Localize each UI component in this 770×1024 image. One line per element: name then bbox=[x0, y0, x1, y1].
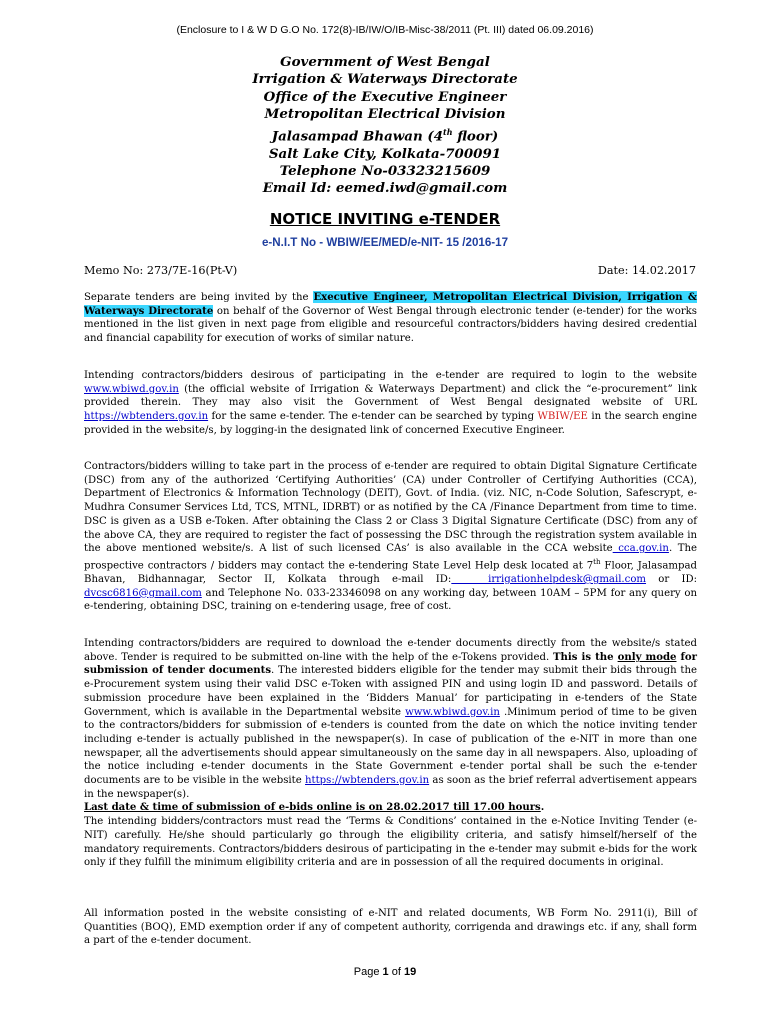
current-page-number: 1 bbox=[382, 966, 389, 978]
paragraph-invitation: Separate tenders are being invited by the Executive Engineer, Metropolitan Electrical Division, Irrigation & Waterways Directorate on behalf of the Governor of West Bengal through electronic tender (e-tender) for the works mentioned in the list given in next page from eligible and resourceful contractors/bidders having desired credential and financial capability for execution of works of similar nature. bbox=[84, 291, 697, 345]
nit-number: e-N.I.T No - WBIW/EE/MED/e-NIT- 15 /2016-17 bbox=[261, 236, 509, 249]
total-pages-number: 19 bbox=[403, 966, 417, 978]
paragraph-login: Intending contractors/bidders desirous of participating in the e-tender are required to login to the website www.wbiwd.gov.in (the official website of Irrigation & Waterways Department) and click the “e-procurement” link provided therein. They may also visit the Government of West Bengal designated website of URL https://wbtenders.gov.in for the same e-tender. The e-tender can be searched by typing WBIW/EE in the search engine provided in the website/s, by logging-in the designated link of concerned Executive Engineer. bbox=[84, 370, 697, 436]
header-line-division: Metropolitan Electrical Division bbox=[264, 106, 506, 123]
paragraph-submission: Intending contractors/bidders are required to download the e-tender documents directly from the website/s stated above. Tender is required to be submitted on-line with the help of the e-Tokens provided. This is the only mode for submission of tender documents. The interested bidders eligible for the tender may submit their bids through the e-Procurement system using their valid DSC e-Token with assigned PIN and using login ID and password. Details of submission procedure have been explained in the ‘Bidders Manual’ for participating in e-tenders of the State Government, which is available in the Departmental website www.wbiwd.gov.in .Minimum period of time to be given to the contractors/bidders for submission of e-tenders is counted from the date on which the notice inviting tender including e-tender is actually published in the newspaper(s). In case of publication of the e-NIT in more than one newspaper, all the advertisements should appear simultaneously on the same day in all newspapers. Also, uploading of the notice including e-tender documents in the State Government e-tender portal shall be such the e-tender documents are to be visible in the website https://wbtenders.gov.in as soon as the brief referral advertisement appears in the newspaper(s). Last date & time of submission of e-bids online is on 28.02.2017 till 17.00 hours. The intending bidders/contractors must read the ‘Terms & Conditions’ contained in the e-Notice Inviting Tender (e-NIT) carefully. He/she should particularly go through the eligibility criteria, and satisfy himself/herself of the mandatory requirements. Contractors/bidders desirous of participating in the e-tender may submit e-bids for the work only if they fulfill the minimum eligibility criteria and are in possession of all the required documents in original. bbox=[84, 638, 697, 869]
wbiwd-link-2[interactable]: www.wbiwd.gov.in bbox=[405, 706, 500, 718]
memo-number: Memo No: 273/7E-16(Pt-V) bbox=[84, 264, 238, 277]
highlighted-office: Executive Engineer, Metropolitan Electrical Division, Irrigation & Waterways Directorate bbox=[84, 291, 697, 317]
header-line-building: Jalasampad Bhawan (4th floor) bbox=[271, 126, 499, 145]
search-keyword: WBIW/EE bbox=[537, 411, 588, 423]
enclosure-reference: (Enclosure to I & W D G.O No. 172(8)-IB/IW/O/IB-Misc-38/2011 (Pt. III) dated 06.09.2016) bbox=[176, 24, 594, 36]
notice-title: NOTICE INVITING e-TENDER bbox=[269, 210, 501, 228]
wbtenders-link[interactable]: https://wbtenders.gov.in bbox=[84, 411, 209, 423]
last-date-notice: Last date & time of submission of e-bids online is on 28.02.2017 till 17.00 hours bbox=[84, 801, 541, 814]
page-footer: Page 1 of 19 bbox=[353, 966, 417, 978]
wbiwd-link[interactable]: www.wbiwd.gov.in bbox=[84, 383, 179, 395]
paragraph-documents: All information posted in the website consisting of e-NIT and related documents, WB Form No. 2911(i), Bill of Quantities (BOQ), EMD exemption order if any of competent authority, corrigenda and drawings etc. if any, shall form a part of the e-tender document. bbox=[84, 908, 697, 947]
wbtenders-link-2[interactable]: https://wbtenders.gov.in bbox=[305, 775, 430, 787]
header-line-directorate: Irrigation & Waterways Directorate bbox=[252, 71, 518, 88]
header-line-email: Email Id: eemed.iwd@gmail.com bbox=[262, 180, 508, 197]
cca-link[interactable]: cca.gov.in bbox=[612, 543, 669, 555]
header-line-city: Salt Lake City, Kolkata-700091 bbox=[268, 145, 502, 162]
memo-row bbox=[84, 264, 696, 277]
header-line-government: Government of West Bengal bbox=[280, 54, 490, 70]
memo-date: Date: 14.02.2017 bbox=[597, 264, 696, 277]
only-mode-text: only mode bbox=[617, 650, 677, 663]
header-line-office: Office of the Executive Engineer bbox=[263, 88, 507, 105]
header-line-telephone: Telephone No-03323215609 bbox=[279, 162, 491, 179]
office-header bbox=[0, 54, 770, 198]
helpdesk-email-link[interactable]: irrigationhelpdesk@gmail.com bbox=[451, 574, 647, 585]
paragraph-dsc: Contractors/bidders willing to take part in the process of e-tender are required to obtain Digital Signature Certificate (DSC) from any of the authorized ‘Certifying Authorities’ (CA) under Controller of Certifying Authorities (CCA), Department of Electronics & Information Technology (DEIT), Govt. of India. (viz. NIC, n-Code Solution, Safescrypt, e-Mudhra Consumer Services Ltd, TCS, MTNL, IDRBT) or as notified by the CA /Finance Department from time to time. DSC is given as a USB e-Token. After obtaining the Class 2 or Class 3 Digital Signature Certificate (DSC) from any of the above CA, they are required to register the fact of possessing the DSC through the registration system available in the above mentioned website/s. A list of such licensed CAs’ is also available in the CCA website cca.gov.in. The prospective contractors / bidders may contact the e-tendering State Level Help desk located at 7th Floor, Jalasampad Bhavan, Bidhannagar, Sector II, Kolkata through e-mail ID: irrigationhelpdesk@gmail.com or ID: dvcsc6816@gmail.com and Telephone No. 033-23346098 on any working day, between 10AM – 5PM for any query on e-tendering, obtaining DSC, training on e-tendering usage, free of cost. bbox=[84, 461, 698, 613]
dvcsc-email-link[interactable]: dvcsc6816@gmail.com bbox=[84, 587, 202, 599]
